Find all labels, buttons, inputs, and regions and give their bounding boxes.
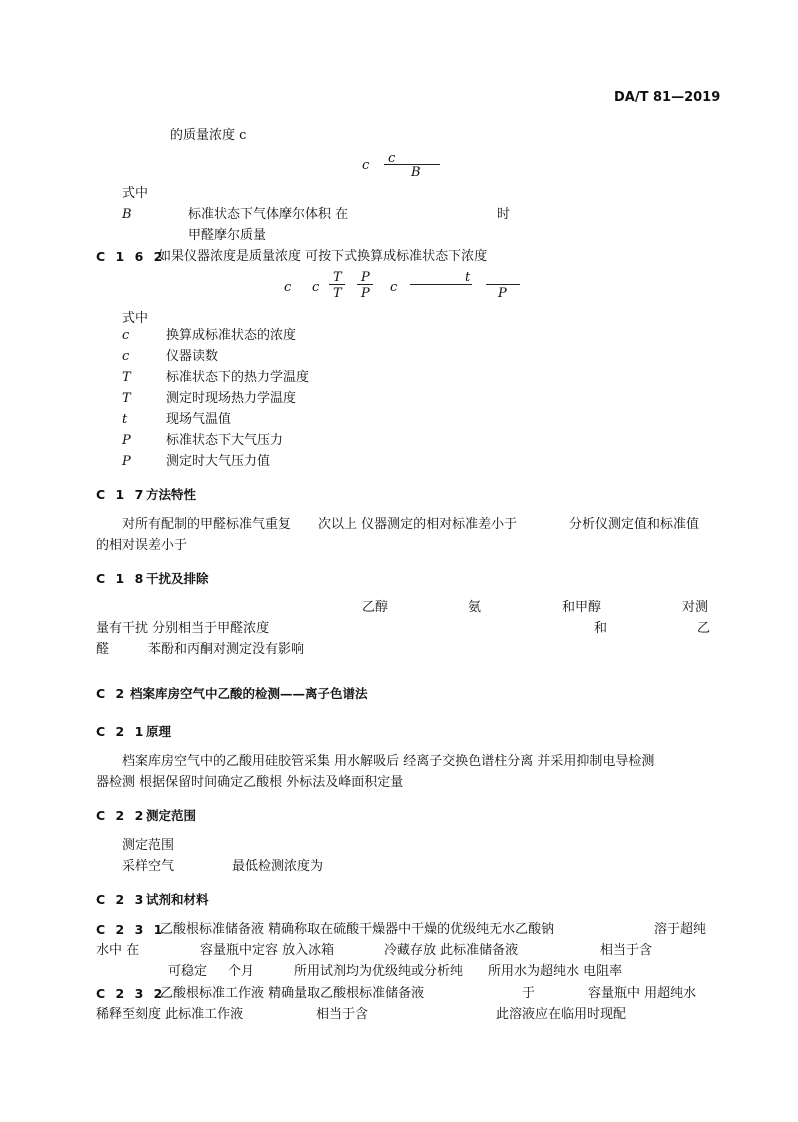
c2-title: 档案库房空气中乙酸的检测——离子色谱法	[130, 686, 368, 701]
c18-l2a: 量有干扰 分别相当于甲醛浓度	[96, 621, 270, 636]
c162-def-text-1: 换算成标准状态的浓度	[166, 328, 297, 343]
c17-line1b: 次以上 仪器测定的相对标准差小于	[318, 517, 518, 532]
section-code-c22: C 2 2	[96, 808, 147, 823]
c162-fraction-bar-3	[410, 284, 472, 285]
c18-l1-ammonia: 氨	[468, 600, 482, 615]
c231-l3c: 所用试剂均为优级纯或分析纯	[294, 964, 464, 979]
document-code-header: DA/T 81—2019	[614, 90, 721, 105]
c17-title: 方法特性	[146, 487, 197, 502]
c17-line2: 的相对误差小于	[96, 538, 188, 553]
c162-def-text-3: 标准状态下的热力学温度	[166, 370, 310, 385]
c162-formula-c1: c	[284, 280, 292, 295]
c18-l3b: 苯酚和丙酮对测定没有影响	[148, 642, 305, 657]
eq1-def-text-2: 甲醛摩尔质量	[188, 228, 267, 243]
c162-formula-T2: T	[333, 286, 342, 301]
c231-l3d: 所用水为超纯水 电阻率	[488, 964, 623, 979]
c162-formula-P2: P	[361, 286, 370, 301]
c162-formula-t: t	[465, 270, 471, 285]
c162-formula-c3: c	[390, 280, 398, 295]
mass-concentration-intro: 的质量浓度 c	[170, 128, 247, 143]
c162-def-symbol-2: c	[122, 349, 130, 364]
eq1-lhs: c	[362, 158, 370, 173]
c162-fraction-bar-2	[357, 284, 373, 285]
section-code-c232: C 2 3 2	[96, 986, 166, 1001]
c162-fraction-bar-4	[486, 284, 520, 285]
c162-def-symbol-7: P	[122, 454, 131, 469]
section-code-c18: C 1 8	[96, 571, 147, 586]
c162-formula-T1: T	[333, 270, 342, 285]
c232-l2b: 相当于含	[316, 1007, 369, 1022]
c162-def-symbol-6: P	[122, 433, 131, 448]
section-code-c17: C 1 7	[96, 487, 147, 502]
c23-title: 试剂和材料	[146, 892, 209, 907]
c162-formula-P3: P	[498, 286, 507, 301]
eq1-denominator: B	[411, 165, 421, 180]
c232-l2c: 此溶液应在临用时现配	[496, 1007, 627, 1022]
eq1-def-tail-1: 时	[497, 207, 511, 222]
c232-l1a: 乙酸根标准工作液 精确量取乙酸根标准储备液	[160, 986, 425, 1001]
c162-def-text-5: 现场气温值	[166, 412, 232, 427]
c162-def-symbol-3: T	[122, 370, 131, 385]
c231-l2d: 相当于含	[600, 943, 653, 958]
eq1-def-text-1: 标准状态下气体摩尔体积 在	[188, 207, 349, 222]
c162-def-text-7: 测定时大气压力值	[166, 454, 271, 469]
c162-formula-P1: P	[361, 270, 370, 285]
c231-l2b: 容量瓶中定容 放入冰箱	[200, 943, 335, 958]
section-code-c231: C 2 3 1	[96, 922, 166, 937]
c18-title: 干扰及排除	[146, 571, 209, 586]
c231-l3b: 个月	[228, 964, 255, 979]
c162-def-symbol-1: c	[122, 328, 130, 343]
c22-line2b: 最低检测浓度为	[232, 859, 324, 874]
c18-l2b: 和	[594, 621, 608, 636]
c18-l1-ethanol: 乙醇	[362, 600, 389, 615]
section-code-c21: C 2 1	[96, 724, 147, 739]
c231-l2c: 冷藏存放 此标准储备液	[384, 943, 519, 958]
c17-line1a: 对所有配制的甲醛标准气重复	[122, 517, 292, 532]
c22-title: 测定范围	[146, 808, 197, 823]
c21-line1: 档案库房空气中的乙酸用硅胶管采集 用水解吸后 经离子交换色谱柱分离 并采用抑制电导检测	[122, 754, 655, 769]
c162-def-symbol-4: T	[122, 391, 131, 406]
c162-fraction-bar-1	[329, 284, 345, 285]
c162-def-text-6: 标准状态下大气压力	[166, 433, 284, 448]
c22-line2a: 采样空气	[122, 859, 175, 874]
c232-l2a: 稀释至刻度 此标准工作液	[96, 1007, 244, 1022]
c18-l1-methanol: 和甲醇	[562, 600, 602, 615]
c18-l2c: 乙	[697, 621, 711, 636]
c18-l1-tail: 对测	[682, 600, 709, 615]
c232-l1b: 于	[522, 986, 536, 1001]
c18-l3a: 醛	[96, 642, 110, 657]
section-code-c2: C 2	[96, 686, 128, 701]
c231-l1a: 乙酸根标准储备液 精确称取在硫酸干燥器中干燥的优级纯无水乙酸钠	[160, 922, 555, 937]
eq1-numerator: c	[388, 151, 396, 166]
c22-line1: 测定范围	[122, 838, 175, 853]
section-code-c23: C 2 3	[96, 892, 147, 907]
c162-def-text-2: 仪器读数	[166, 349, 219, 364]
c231-l1b: 溶于超纯	[654, 922, 707, 937]
c162-formula-c2: c	[312, 280, 320, 295]
eq1-where-label: 式中	[122, 186, 149, 201]
c162-def-symbol-5: t	[122, 412, 128, 427]
eq1-def-symbol-1: B	[122, 207, 132, 222]
c21-line2: 器检测 根据保留时间确定乙酸根 外标法及峰面积定量	[96, 775, 404, 790]
c162-def-text-4: 测定时现场热力学温度	[166, 391, 297, 406]
section-code-c162: C 1 6 2	[96, 249, 166, 264]
c162-where-label: 式中	[122, 311, 149, 326]
c231-l2a: 水中 在	[96, 943, 140, 958]
c231-l3a: 可稳定	[168, 964, 208, 979]
c17-line1c: 分析仪测定值和标准值	[569, 517, 700, 532]
c21-title: 原理	[146, 724, 172, 739]
c162-text: 如果仪器浓度是质量浓度 可按下式换算成标准状态下浓度	[158, 249, 488, 264]
c232-l1c: 容量瓶中 用超纯水	[588, 986, 697, 1001]
